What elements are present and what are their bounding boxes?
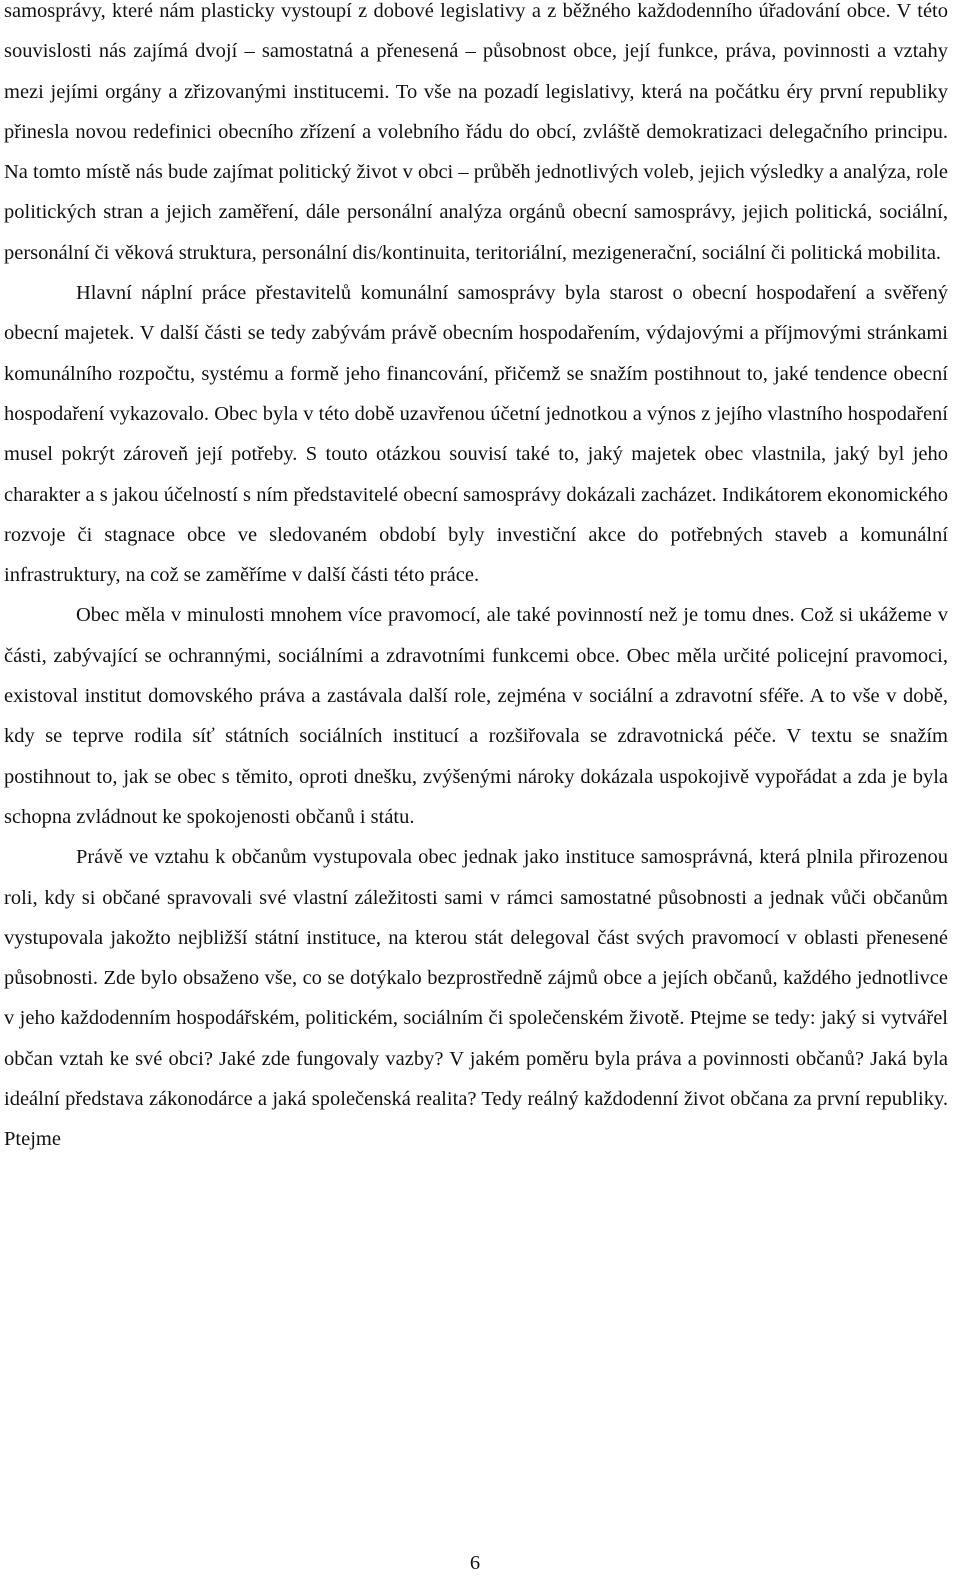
page-number: 6: [469, 1552, 481, 1574]
paragraph-4: Právě ve vztahu k občanům vystupovala obec jednak jako instituce samosprávná, která plnila přirozenou roli, kdy si občané spravovali své vlastní záležitosti sami v rámci samostatné působnosti a jednak vůči občanům vystupovala jakožto nejbližší státní instituce, na kterou stát delegoval část svých pravomocí v oblasti přenesené působnosti. Zde bylo obsaženo vše, co se dotýkalo bezprostředně zájmů obce a jejích občanů, každého jednotlivce v jeho každodenním hospodářském, politickém, sociálním či společenském životě. Ptejme se tedy: jaký si vytvářel občan vztah ke své obci? Jaké zde fungovaly vazby? V jakém poměru byla práva a povinnosti občanů? Jaká byla ideální představa zákonodárce a jaká společenská realita? Tedy reálný každodenní život občana za první republiky. Ptejme: [4, 846, 948, 1151]
document-page: [4, 0, 948, 1160]
paragraph-1: samosprávy, které nám plasticky vystoupí z dobové legislativy a z běžného každodenního úřadování obce. V této souvislosti nás zajímá dvojí – samostatná a přenesená – působnost obce, její funkce, práva, povinnosti a vztahy mezi jejími orgány a zřizovanými institucemi. To vše na pozadí legislativy, která na počátku éry první republiky přinesla novou redefinici obecního zřízení a volebního řádu do obcí, zvláště demokratizaci delegačního principu. Na tomto místě nás bude zajímat politický život v obci – průběh jednotlivých voleb, jejich výsledky a analýza, role politických stran a jejich zaměření, dále personální analýza orgánů obecní samosprávy, jejich politická, sociální, personální či věková struktura, personální dis/kontinuita, teritoriální, mezigenerační, sociální či politická mobilita.: [4, 0, 948, 264]
paragraph-2: Hlavní náplní práce přestavitelů komunální samosprávy byla starost o obecní hospodaření a svěřený obecní majetek. V další části se tedy zabývám právě obecním hospodařením, výdajovými a příjmovými stránkami komunálního rozpočtu, systému a formě jeho financování, přičemž se snažím postihnout to, jaké tendence obecní hospodaření vykazovalo. Obec byla v této době uzavřenou účetní jednotkou a výnos z jejího vlastního hospodaření musel pokrýt zároveň její potřeby. S touto otázkou souvisí také to, jaký majetek obec vlastnila, jaký byl jeho charakter a s jakou účelností s ním představitelé obecní samosprávy dokázali zacházet. Indikátorem ekonomického rozvoje či stagnace obce ve sledovaném období byly investiční akce do potřebných staveb a komunální infrastruktury, na což se zaměříme v další části této práce.: [4, 282, 948, 587]
paragraph-3: Obec měla v minulosti mnohem více pravomocí, ale také povinností než je tomu dnes. Což si ukážeme v části, zabývající se ochrannými, sociálními a zdravotními funkcemi obce. Obec měla určité policejní pravomoci, existoval institut domovského práva a zastávala další role, zejména v sociální a zdravotní sféře. A to vše v době, kdy se teprve rodila síť státních sociálních institucí a rozšiřovala se zdravotnická péče. V textu se snažím postihnout to, jak se obec s těmito, oproti dnešku, zvýšenými nároky dokázala uspokojivě vypořádat a zda je byla schopna zvládnout ke spokojenosti občanů i státu.: [4, 604, 948, 828]
